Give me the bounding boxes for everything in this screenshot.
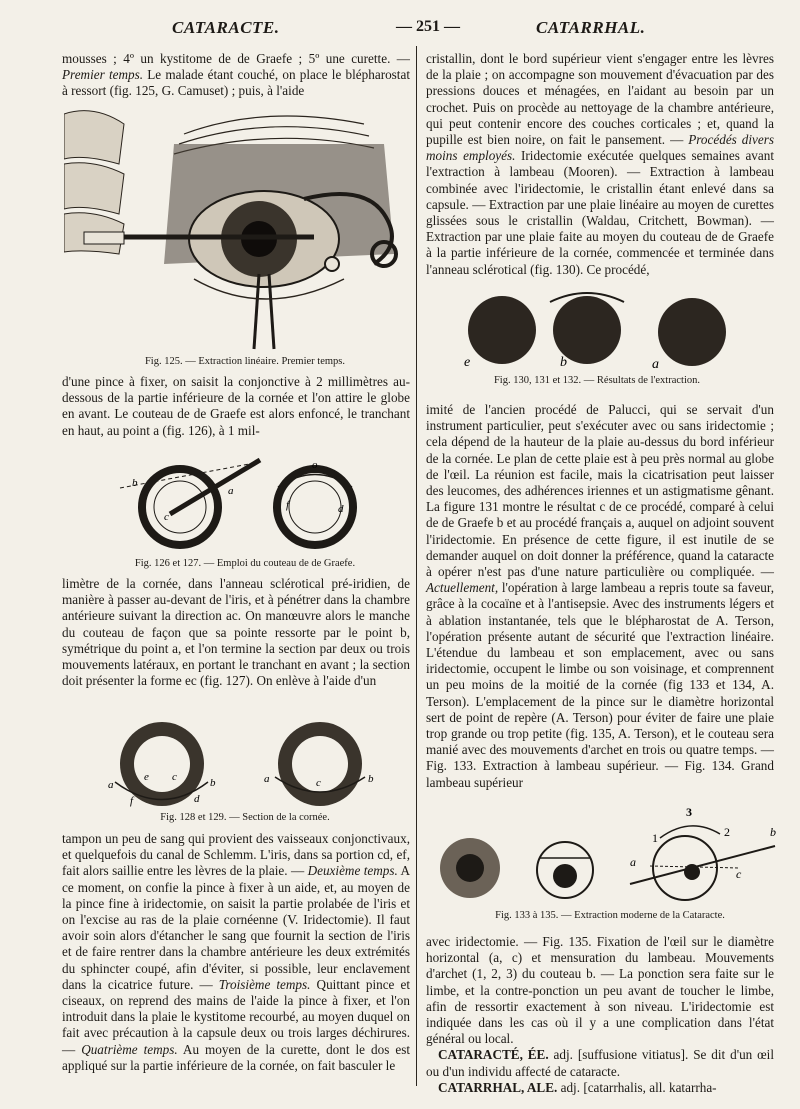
fig128-label-d: d: [194, 793, 200, 805]
fig128-label-b: b: [210, 777, 216, 789]
running-header: [0, 18, 800, 42]
caption-fig-130: Fig. 130, 131 et 132. — Résultats de l'extraction.: [493, 375, 701, 386]
step-heading: Troisième temps.: [218, 976, 311, 992]
fig130-label-e: e: [464, 355, 471, 370]
fig135-label-b: b: [770, 825, 776, 839]
paragraph: [62, 831, 410, 1074]
left-col-block-1: [62, 51, 410, 100]
figure-130-132-results: [452, 290, 742, 375]
fig135-label-1: 1: [652, 831, 658, 845]
fig128-label-e: e: [144, 771, 149, 783]
fig126-label-a: a: [228, 485, 234, 497]
fig126-label-c: c: [164, 511, 169, 523]
text-span: Au moyen de la curette, dont le dos est appliqué sur la partie inférieure de la cornée, on fait basculer le: [62, 1041, 410, 1073]
paragraph: [62, 51, 410, 100]
fig127-label-f: f: [286, 499, 290, 511]
fig135-label-c: c: [736, 867, 742, 881]
figure-125-eye-illustration: [64, 104, 414, 354]
fig126-label-b: b: [132, 477, 138, 489]
text-span: tampon un peu de sang qui provient des vaisseaux conjonctivaux, et quelquefois du canal de Schlemm. L'iris, dans sa portion cd, ef, fait alors saillie entre les lèvres de la plaie. —: [62, 831, 410, 879]
step-heading: Actuellement,: [426, 580, 499, 596]
caption-fig-133: Fig. 133 à 135. — Extraction moderne de la Cataracte.: [495, 910, 725, 921]
header-left-word: CATARACTE.: [172, 18, 280, 37]
text-span: imité de l'ancien procédé de Palucci, qui se servait d'un instrument particulier, peut s'exécuter avec ou sans iridectomie ; cela dépend de la hauteur de la plaie au-dessus du bord inférieur de la cornée. Le plan de cette plaie est à peu près normal au globe de l'œil. La réunion est facile, mais la cicatrisation peut laisser des leucomes, des adhérences iriennes et un astigmatisme gênant. La figure 131 montre le résultat c de ce procédé, comparé à celui de de Graefe b et au procédé français a, auquel on adjoint souvent l'iridectomie. En présence de cette figure, il est inutile de se demander auquel on doit donner la préférence, quand la cataracte à opérer n'est pas d'une nature particulière ou compliquée. —: [426, 402, 774, 580]
text-span: Quittant pince et ciseaux, on reprend des mains de l'aide la pince à fixer, et l'on introduit dans la plaie le kystitome recourbé, au moyen duquel on fait avec précaution à la capsule deux ou trois larges déchirures. —: [62, 976, 411, 1057]
page-number: — 251 —: [396, 18, 460, 35]
paragraph: avec iridectomie. — Fig. 135. Fixation de l'œil sur le diamètre horizontal (a, c) et mensuration du lambeau. Mouvements d'archet (1, 2, 3) du couteau b. — La ponction sera faite sur le limbe, et la contre-ponction un peu avant de toucher le limbe, afin de ressortir exactement à son niveau. L'iridectomie est indiquée dans les cas où il y a une complication dans l'état général ou local.: [426, 934, 774, 1047]
entry-definition: adj. [catarrhalis, all. katarrha-: [557, 1079, 717, 1095]
caption-fig-128: Fig. 128 et 129. — Section de la cornée.: [160, 812, 330, 823]
text-span: mousses ; 4º un kystitome de de Graefe ; 5º une curette. —: [62, 51, 410, 66]
fig127-label-d: d: [338, 503, 344, 515]
right-col-block-1: [426, 51, 774, 278]
entry-definition: adj. [suffusione vitiatus]. Se dit d'un œil ou d'un individu affecté de cataracte.: [426, 1047, 774, 1079]
fig127-label-o: o: [312, 459, 318, 471]
fig131-label-b: b: [560, 355, 567, 370]
paragraph: d'une pince à fixer, on saisit la conjonctive à 2 millimètres au-dessous de la partie inférieure de la cornée et l'on attire le globe en avant. Le couteau de de Graefe est alors enfoncé, le tranchant en haut, au point a (fig. 126), à 1 mil-: [62, 374, 410, 438]
entry-headword: CATARACTÉ, ÉE.: [438, 1047, 549, 1063]
right-col-block-2: [426, 402, 774, 791]
caption-fig-126: Fig. 126 et 127. — Emploi du couteau de de Graefe.: [134, 558, 356, 569]
figure-128-129-cornea-section: [100, 712, 390, 812]
fig132-label-a: a: [652, 357, 659, 372]
left-col-block-3: [62, 576, 410, 689]
paragraph: limètre de la cornée, dans l'anneau sclérotical pré-iridien, de manière à passer au-devant de l'iris, et à pénétrer dans la chambre antérieure suivant la direction ac. On manœuvre alors le manche du couteau de façon que sa pointe ressorte par le point b, symétrique du point a, et l'on termine la section par deux ou trois mouvements latéraux, en portant le tranchant en avant ; la section doit présenter la forme ec (fig. 127). On enlève à l'aide d'un: [62, 576, 410, 689]
left-col-block-4: [62, 831, 410, 1074]
dictionary-entry-cataracte: [426, 1047, 774, 1079]
text-span: Iridectomie exécutée quelques semaines avant l'extraction à lambeau (Mooren). — Extraction à lambeau combinée avec l'iridectomie, le cristallin étant enlevé dans sa capsule. — Extraction par une plaie linéaire au moyen de curettes glissées sous le cristallin (Waldau, Critchett, Bowman). — Extraction par une plaie faite au moyen du couteau de de Graefe à la partie inférieure de la cornée, commencée et terminée dans l'anneau sclérotical (fig. 130). Ce procédé,: [426, 148, 775, 277]
caption-fig-125: Fig. 125. — Extraction linéaire. Premier temps.: [144, 356, 346, 367]
fig128-label-f: f: [130, 795, 134, 807]
step-heading: Deuxième temps.: [307, 863, 398, 879]
fig128-label-c: c: [172, 771, 177, 783]
step-heading: Premier temps.: [62, 67, 144, 83]
step-heading: Quatrième temps.: [81, 1041, 178, 1057]
entry-headword: CATARRHAL, ALE.: [438, 1079, 558, 1095]
text-span: l'opération à large lambeau a repris toute sa faveur, grâce à la cocaïne et à l'antisepsie. Avec des instruments légers et à ablation instantanée, tels que le blépharostat de A. Terson, l'opération présente autant de sécurité que l'extraction linéaire. L'étendue du lambeau et son emplacement, avec ou sans iridectomie, occupent le limbe ou son voisinage, et comprennent un peu moins de la moitié de la cornée (fig 133 et 134, A. Terson). L'emplacement de la pince sur le diamètre horizontal sert de point de repère (A. Terson) pour éviter de faire une plaie trop grande ou trop petite (fig. 135, A. Terson), et le couteau sera manié avec des mouvements d'archet en trois ou quatre temps. — Fig. 133. Extraction à lambeau supérieur. — Fig. 134. Grand lambeau supérieur: [426, 580, 774, 790]
paragraph: [426, 402, 774, 791]
right-col-block-3: [426, 934, 774, 1096]
paragraph: [426, 51, 774, 278]
fig135-label-a: a: [630, 855, 636, 869]
dictionary-entry-catarrhal: [426, 1080, 774, 1096]
fig135-label-3: 3: [686, 806, 692, 819]
fig129-label-b: b: [368, 773, 374, 785]
fig135-label-2: 2: [724, 825, 730, 839]
figure-126-127-knife-diagram: [100, 452, 390, 552]
header-right-word: CATARRHAL.: [536, 18, 646, 37]
fig128-label-a: a: [108, 779, 114, 791]
figure-133-135-modern-extraction: [430, 806, 780, 911]
text-span: Le malade étant couché, on place le blépharostat à ressort (fig. 125, G. Camuset) ; puis, à l'aide: [62, 67, 410, 99]
fig129-label-c: c: [316, 777, 321, 789]
column-divider: [416, 46, 417, 1086]
text-span: A ce moment, on confie la pince à fixer à un aide, et, au moyen de la pince fine à iridectomie, on saisit la partie prolabée de l'iris et on l'excise au ras de la plaie cornéenne (V. Iridectomie). Il faut avoir soin alors d'étancher le sang que fournit la section de l'iris et de faire rentrer dans la chambre antérieure les deux extrémités du sphincter coupé, afin d'éviter, si possible, leur enclavement dans la cicatrice future. —: [62, 863, 411, 992]
step-heading: Procédés divers moins employés.: [426, 132, 775, 164]
fig129-label-a: a: [264, 773, 270, 785]
left-col-block-2: [62, 374, 410, 439]
text-span: cristallin, dont le bord supérieur vient s'engager entre les lèvres de la plaie ; on accompagne son mouvement d'évacuation par des pressions douces et ménagées, en l'aidant au besoin par un crochet. Puis on procède au nettoyage de la chambre antérieure, qui peut contenir encore des couches corticales ; et, quand la pupille est bien noire, on fait le pansement. —: [426, 51, 774, 148]
